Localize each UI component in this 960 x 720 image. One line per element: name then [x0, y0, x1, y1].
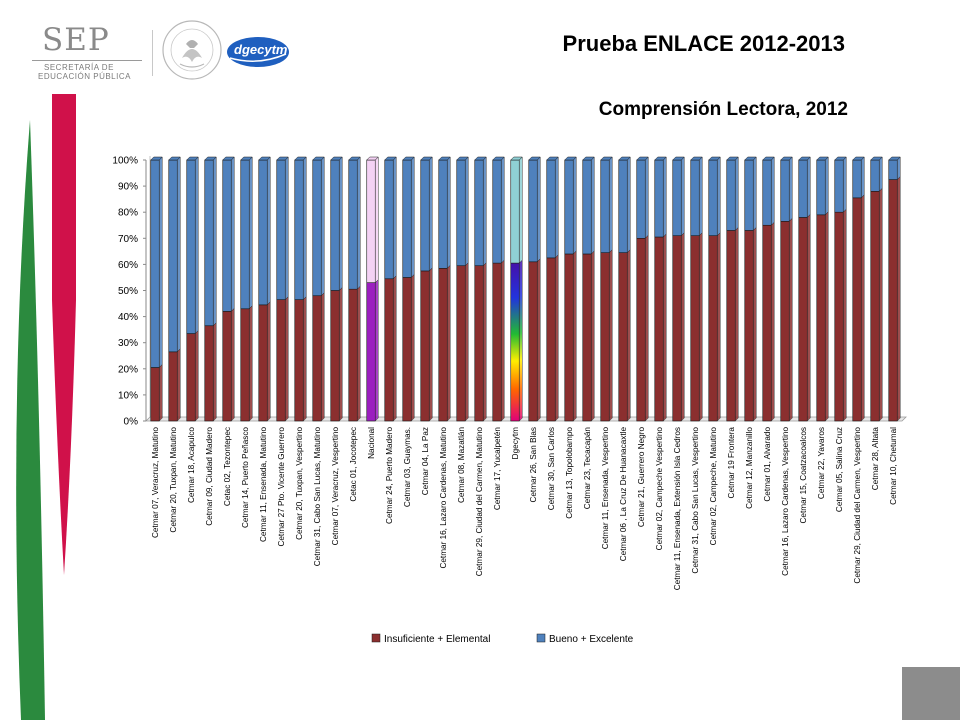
bar-insuficiente-elemental	[691, 233, 703, 421]
bar-bueno-excelente	[781, 157, 793, 221]
bar-bueno-excelente	[619, 157, 631, 253]
sep-logo-mark: SEP	[42, 22, 110, 58]
bar-bueno-excelente	[601, 157, 613, 253]
legend-swatch	[537, 634, 545, 642]
y-tick-label: 40%	[117, 312, 138, 324]
bar-bueno-excelente	[331, 157, 343, 291]
y-tick-label: 10%	[117, 390, 138, 402]
y-tick-label: 30%	[117, 338, 138, 350]
x-tick-label: Cetmar 22, Yavaros	[817, 427, 826, 500]
bar-insuficiente-elemental	[763, 222, 775, 421]
bar-insuficiente-elemental	[421, 268, 433, 421]
bar-bueno-excelente	[691, 157, 703, 236]
bar-bueno-excelente	[151, 157, 163, 367]
x-tick-label: Cetmar 19 Frontera	[727, 427, 736, 499]
y-tick-label: 20%	[117, 364, 138, 376]
bar-bueno-excelente	[457, 157, 469, 266]
legend-swatch	[372, 634, 380, 642]
bar-bueno-excelente	[529, 157, 541, 262]
bar-insuficiente-elemental	[259, 302, 271, 421]
x-tick-label: Cetmar 07, Veracruz, Vespertino	[331, 427, 340, 546]
x-tick-label: Cetmar 01, Alvarado	[763, 427, 772, 502]
y-tick-label: 0%	[123, 416, 138, 428]
x-tick-label: Dgecytm	[511, 427, 520, 460]
bar-insuficiente-elemental	[655, 234, 667, 421]
x-tick-label: Cetmar 29, Ciudad del Carmen, Vespertino	[853, 427, 862, 584]
x-tick-label: Cetmar 02, Campeche Vespertino	[655, 427, 664, 551]
x-tick-label: Cetmar 06 , La Cruz De Huanacaxtle	[619, 427, 628, 562]
x-tick-label: Cetmar 04, La Paz	[421, 427, 430, 496]
x-tick-label: Cetmar 03, Guaymas.	[403, 427, 412, 508]
page-title: Prueba ENLACE 2012-2013	[562, 31, 845, 56]
bar-bueno-excelente	[169, 157, 181, 352]
x-tick-label: Cetmar 28, Altata	[871, 427, 880, 491]
bar-insuficiente-elemental	[637, 235, 649, 421]
x-tick-label: Cetac 02, Tezontepec	[223, 427, 232, 507]
bar-bueno-excelente	[493, 157, 505, 263]
x-tick-label: Cetmar 14, Puerto Peñasco	[241, 427, 250, 529]
bar-bueno-excelente	[475, 157, 487, 266]
bar-insuficiente-elemental	[583, 251, 595, 421]
bar-bueno-excelente	[403, 157, 415, 277]
bar-bueno-excelente	[385, 157, 397, 279]
bar-bueno-excelente	[817, 157, 829, 215]
x-tick-label: Cetmar 20, Tuxpan, Vespertino	[295, 427, 304, 540]
y-tick-label: 70%	[117, 233, 138, 245]
bar-bueno-excelente	[277, 157, 289, 300]
x-tick-label: Cetmar 21, Guerrero Negro	[637, 427, 646, 528]
x-tick-label: Nacional	[367, 427, 376, 459]
bar-insuficiente-elemental	[781, 218, 793, 421]
bar-bueno-excelente	[511, 157, 523, 263]
x-tick-label: Cetmar 26, San Blas	[529, 427, 538, 503]
chart-legend	[372, 634, 634, 645]
bar-insuficiente-elemental	[745, 227, 757, 421]
x-tick-label: Cetmar 20, Tuxpan, Matutino	[169, 427, 178, 533]
bar-insuficiente-elemental	[385, 276, 397, 421]
bar-insuficiente-elemental	[205, 323, 217, 421]
bar-insuficiente-elemental	[223, 308, 235, 421]
bar-insuficiente-elemental	[457, 263, 469, 421]
y-tick-label: 60%	[117, 259, 138, 271]
bar-bueno-excelente	[799, 157, 811, 217]
x-tick-label: Cetmar 11, Ensenada, Extensión Isla Cedros	[673, 427, 682, 591]
bar-bueno-excelente	[745, 157, 757, 230]
bar-insuficiente-elemental	[799, 214, 811, 421]
x-tick-label: Cetmar 10, Chetumal	[889, 427, 898, 505]
bar-bueno-excelente	[565, 157, 577, 254]
x-tick-label: Cetmar 09, Ciudad Madero	[205, 427, 214, 526]
x-tick-label: Cetmar 08, Mazatlán	[457, 427, 466, 503]
bar-insuficiente-elemental	[601, 250, 613, 421]
bar-insuficiente-elemental	[871, 188, 883, 421]
page-subtitle: Comprensión Lectora, 2012	[598, 99, 848, 120]
bar-insuficiente-elemental	[565, 251, 577, 421]
bar-insuficiente-elemental	[619, 250, 631, 421]
x-tick-label: Cetmar 29, Ciudad del Carmen, Matutino	[475, 427, 484, 577]
x-tick-label: Cetmar 31, Cabo San Lucas, Vespertino	[691, 427, 700, 574]
bar-insuficiente-elemental	[835, 209, 847, 421]
x-tick-label: Cetmar 27 Pto. Vicente Guerrero	[277, 427, 286, 547]
x-tick-label: Cetmar 23, Tecacapán	[583, 427, 592, 510]
bar-insuficiente-elemental	[439, 265, 451, 421]
bar-insuficiente-elemental	[277, 297, 289, 421]
dgecytm-logo-text: dgecytm	[234, 42, 288, 57]
corner-decoration	[902, 667, 960, 720]
bar-bueno-excelente	[727, 157, 739, 230]
bar-bueno-excelente	[871, 157, 883, 191]
bar-insuficiente-elemental	[349, 286, 361, 421]
bar-insuficiente-elemental	[511, 260, 523, 421]
bar-bueno-excelente	[835, 157, 847, 212]
bar-insuficiente-elemental	[313, 293, 325, 421]
bar-bueno-excelente	[313, 157, 325, 296]
bar-insuficiente-elemental	[151, 364, 163, 421]
legend-label: Bueno + Excelente	[549, 634, 634, 645]
bar-insuficiente-elemental	[169, 349, 181, 421]
y-tick-label: 90%	[117, 181, 138, 193]
bar-bueno-excelente	[583, 157, 595, 254]
x-tick-label: Cetmar 24, Puerto Madero	[385, 427, 394, 524]
sep-logo-subtitle-2: EDUCACIÓN PÚBLICA	[38, 72, 131, 81]
bar-bueno-excelente	[295, 157, 307, 300]
bar-bueno-excelente	[853, 157, 865, 198]
x-axis-labels	[151, 427, 898, 591]
bar-insuficiente-elemental	[673, 233, 685, 421]
x-tick-label: Cetmar 02, Campeche, Matutino	[709, 427, 718, 546]
bar-insuficiente-elemental	[547, 255, 559, 421]
x-tick-label: Cetmar 31, Cabo San Lucas, Matutino	[313, 427, 322, 567]
y-tick-label: 100%	[112, 155, 138, 167]
x-tick-label: Cetac 01, Jocotepec	[349, 427, 358, 502]
bar-insuficiente-elemental	[295, 297, 307, 421]
bar-bueno-excelente	[763, 157, 775, 225]
bar-insuficiente-elemental	[853, 195, 865, 421]
x-tick-label: Cetmar 05, Salina Cruz	[835, 427, 844, 513]
y-tick-label: 50%	[117, 286, 138, 297]
bar-bueno-excelente	[421, 157, 433, 271]
bar-bueno-excelente	[889, 157, 901, 180]
bar-bueno-excelente	[439, 157, 451, 268]
x-tick-label: Cetmar 12, Manzanillo	[745, 427, 754, 509]
chart-bars	[151, 157, 901, 421]
x-tick-label: Cetmar 15, Coatzacoalcos	[799, 427, 808, 524]
bar-bueno-excelente	[223, 157, 235, 311]
x-tick-label: Cetmar 16, Lazaro Cardenas, Vespertino	[781, 427, 790, 576]
bar-bueno-excelente	[259, 157, 271, 305]
bar-bueno-excelente	[547, 157, 559, 258]
x-tick-label: Cetmar 17, Yucalpetén	[493, 427, 502, 511]
x-tick-label: Cetmar 07, Veracruz, Matutino	[151, 427, 160, 539]
y-tick-label: 80%	[117, 207, 138, 219]
bar-insuficiente-elemental	[331, 288, 343, 422]
bar-bueno-excelente	[187, 157, 199, 334]
bar-bueno-excelente	[367, 157, 379, 283]
bar-insuficiente-elemental	[475, 263, 487, 421]
bar-bueno-excelente	[709, 157, 721, 236]
bar-insuficiente-elemental	[727, 227, 739, 421]
bar-insuficiente-elemental	[817, 212, 829, 421]
bar-bueno-excelente	[205, 157, 217, 326]
bar-bueno-excelente	[241, 157, 253, 309]
bar-insuficiente-elemental	[493, 260, 505, 421]
x-tick-label: Cetmar 11, Ensenada, Matutino	[259, 427, 268, 542]
bar-insuficiente-elemental	[529, 259, 541, 421]
bar-bueno-excelente	[637, 157, 649, 238]
bar-bueno-excelente	[655, 157, 667, 237]
x-tick-label: Cetmar 18, Acapulco	[187, 427, 196, 504]
bar-insuficiente-elemental	[241, 306, 253, 421]
bar-insuficiente-elemental	[403, 274, 415, 421]
x-tick-label: Cetmar 16, Lazaro Cardenas, Matutino	[439, 427, 448, 569]
x-tick-label: Cetmar 13, Topolobampo	[565, 427, 574, 519]
x-tick-label: Cetmar 11, Ensenada, Vespertino	[601, 427, 610, 550]
bar-insuficiente-elemental	[187, 331, 199, 421]
bar-bueno-excelente	[673, 157, 685, 236]
bar-bueno-excelente	[349, 157, 361, 289]
legend-label: Insuficiente + Elemental	[384, 634, 491, 645]
sep-logo-subtitle-1: SECRETARÍA DE	[44, 63, 114, 72]
x-tick-label: Cetmar 30, San Carlos	[547, 427, 556, 511]
bar-insuficiente-elemental	[367, 280, 379, 421]
bar-insuficiente-elemental	[889, 177, 901, 421]
bar-insuficiente-elemental	[709, 233, 721, 421]
